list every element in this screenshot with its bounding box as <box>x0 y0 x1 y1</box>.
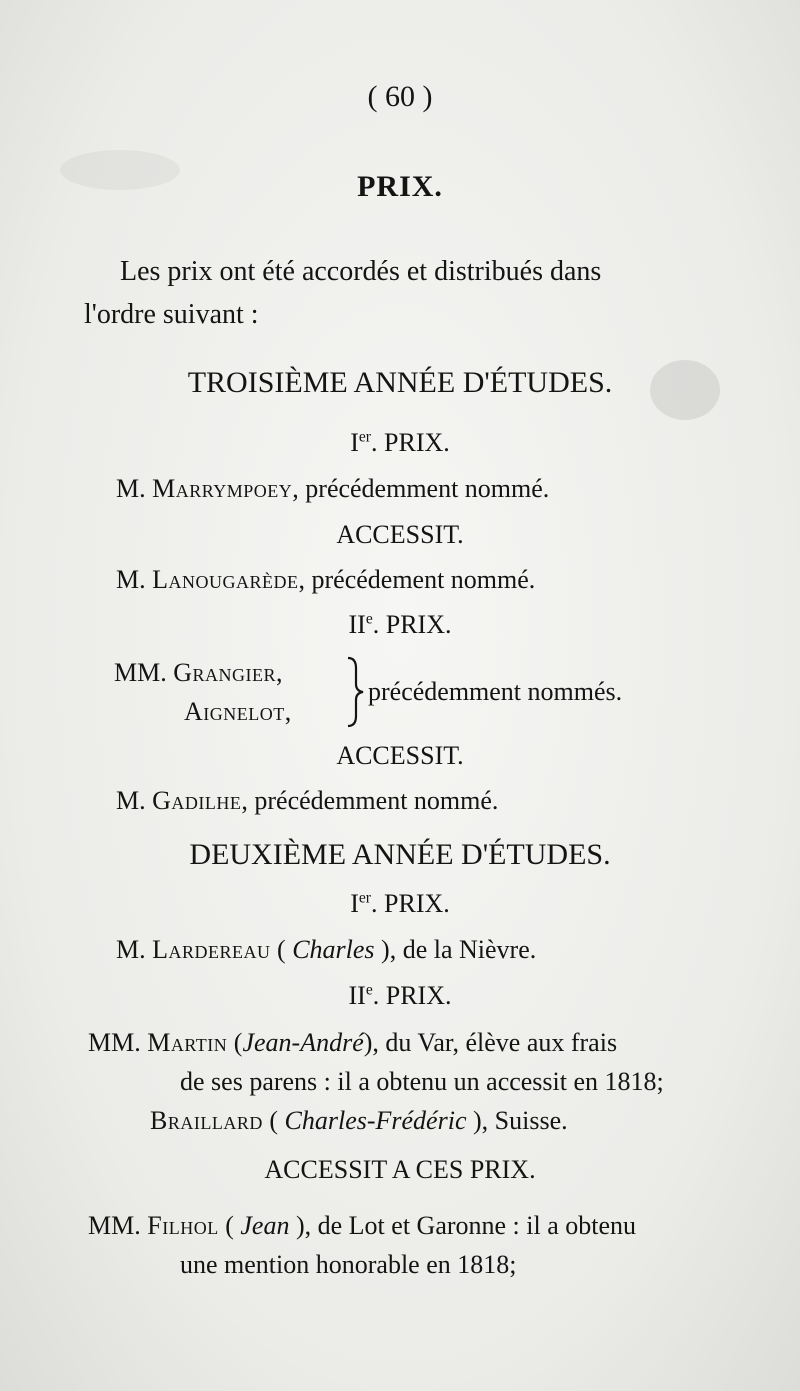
prize-heading-first: Ier. PRIX. <box>350 428 450 457</box>
winner-line: MM. Filhol ( Jean ), de Lot et Garonne : il a obtenu <box>88 1211 637 1240</box>
winner-line-continued: de ses parens : il a obtenu un accessit en 1818; <box>180 1067 664 1096</box>
section-title-deuxieme: DEUXIÈME ANNÉE D'ÉTUDES. <box>189 838 611 871</box>
winner-line: précédemment nommés. <box>368 677 623 706</box>
intro-line-1: Les prix ont été accordés et distribués dans <box>120 256 602 287</box>
winner-line: Braillard ( Charles-Frédéric ), Suisse. <box>150 1106 568 1135</box>
winner-line: M. Lanougarède, précédement nommé. <box>116 565 536 594</box>
page-number: ( 60 ) <box>367 80 433 113</box>
prize-heading-second: IIe. PRIX. <box>348 610 452 639</box>
accessit-heading: ACCESSIT A CES PRIX. <box>264 1155 536 1184</box>
section-title-troisieme: TROISIÈME ANNÉE D'ÉTUDES. <box>187 366 613 399</box>
winner-line-continued: une mention honorable en 1818; <box>180 1250 517 1279</box>
page-heading: PRIX. <box>357 170 443 203</box>
winner-line: MM. Martin (Jean-André), du Var, élève aux frais <box>88 1028 618 1057</box>
winner-line: M. Marrympoey, précédemment nommé. <box>116 474 550 503</box>
prize-heading-first: Ier. PRIX. <box>350 889 450 918</box>
winner-line: MM. Grangier, <box>114 658 283 687</box>
winner-line: M. Lardereau ( Charles ), de la Nièvre. <box>116 935 537 964</box>
prize-heading-second: IIe. PRIX. <box>348 981 452 1010</box>
curly-brace <box>344 656 366 728</box>
accessit-heading: ACCESSIT. <box>336 520 464 549</box>
winner-line: Aignelot, <box>184 697 292 726</box>
winner-line: M. Gadilhe, précédemment nommé. <box>116 786 499 815</box>
accessit-heading: ACCESSIT. <box>336 741 464 770</box>
intro-line-2: l'ordre suivant : <box>84 299 259 330</box>
